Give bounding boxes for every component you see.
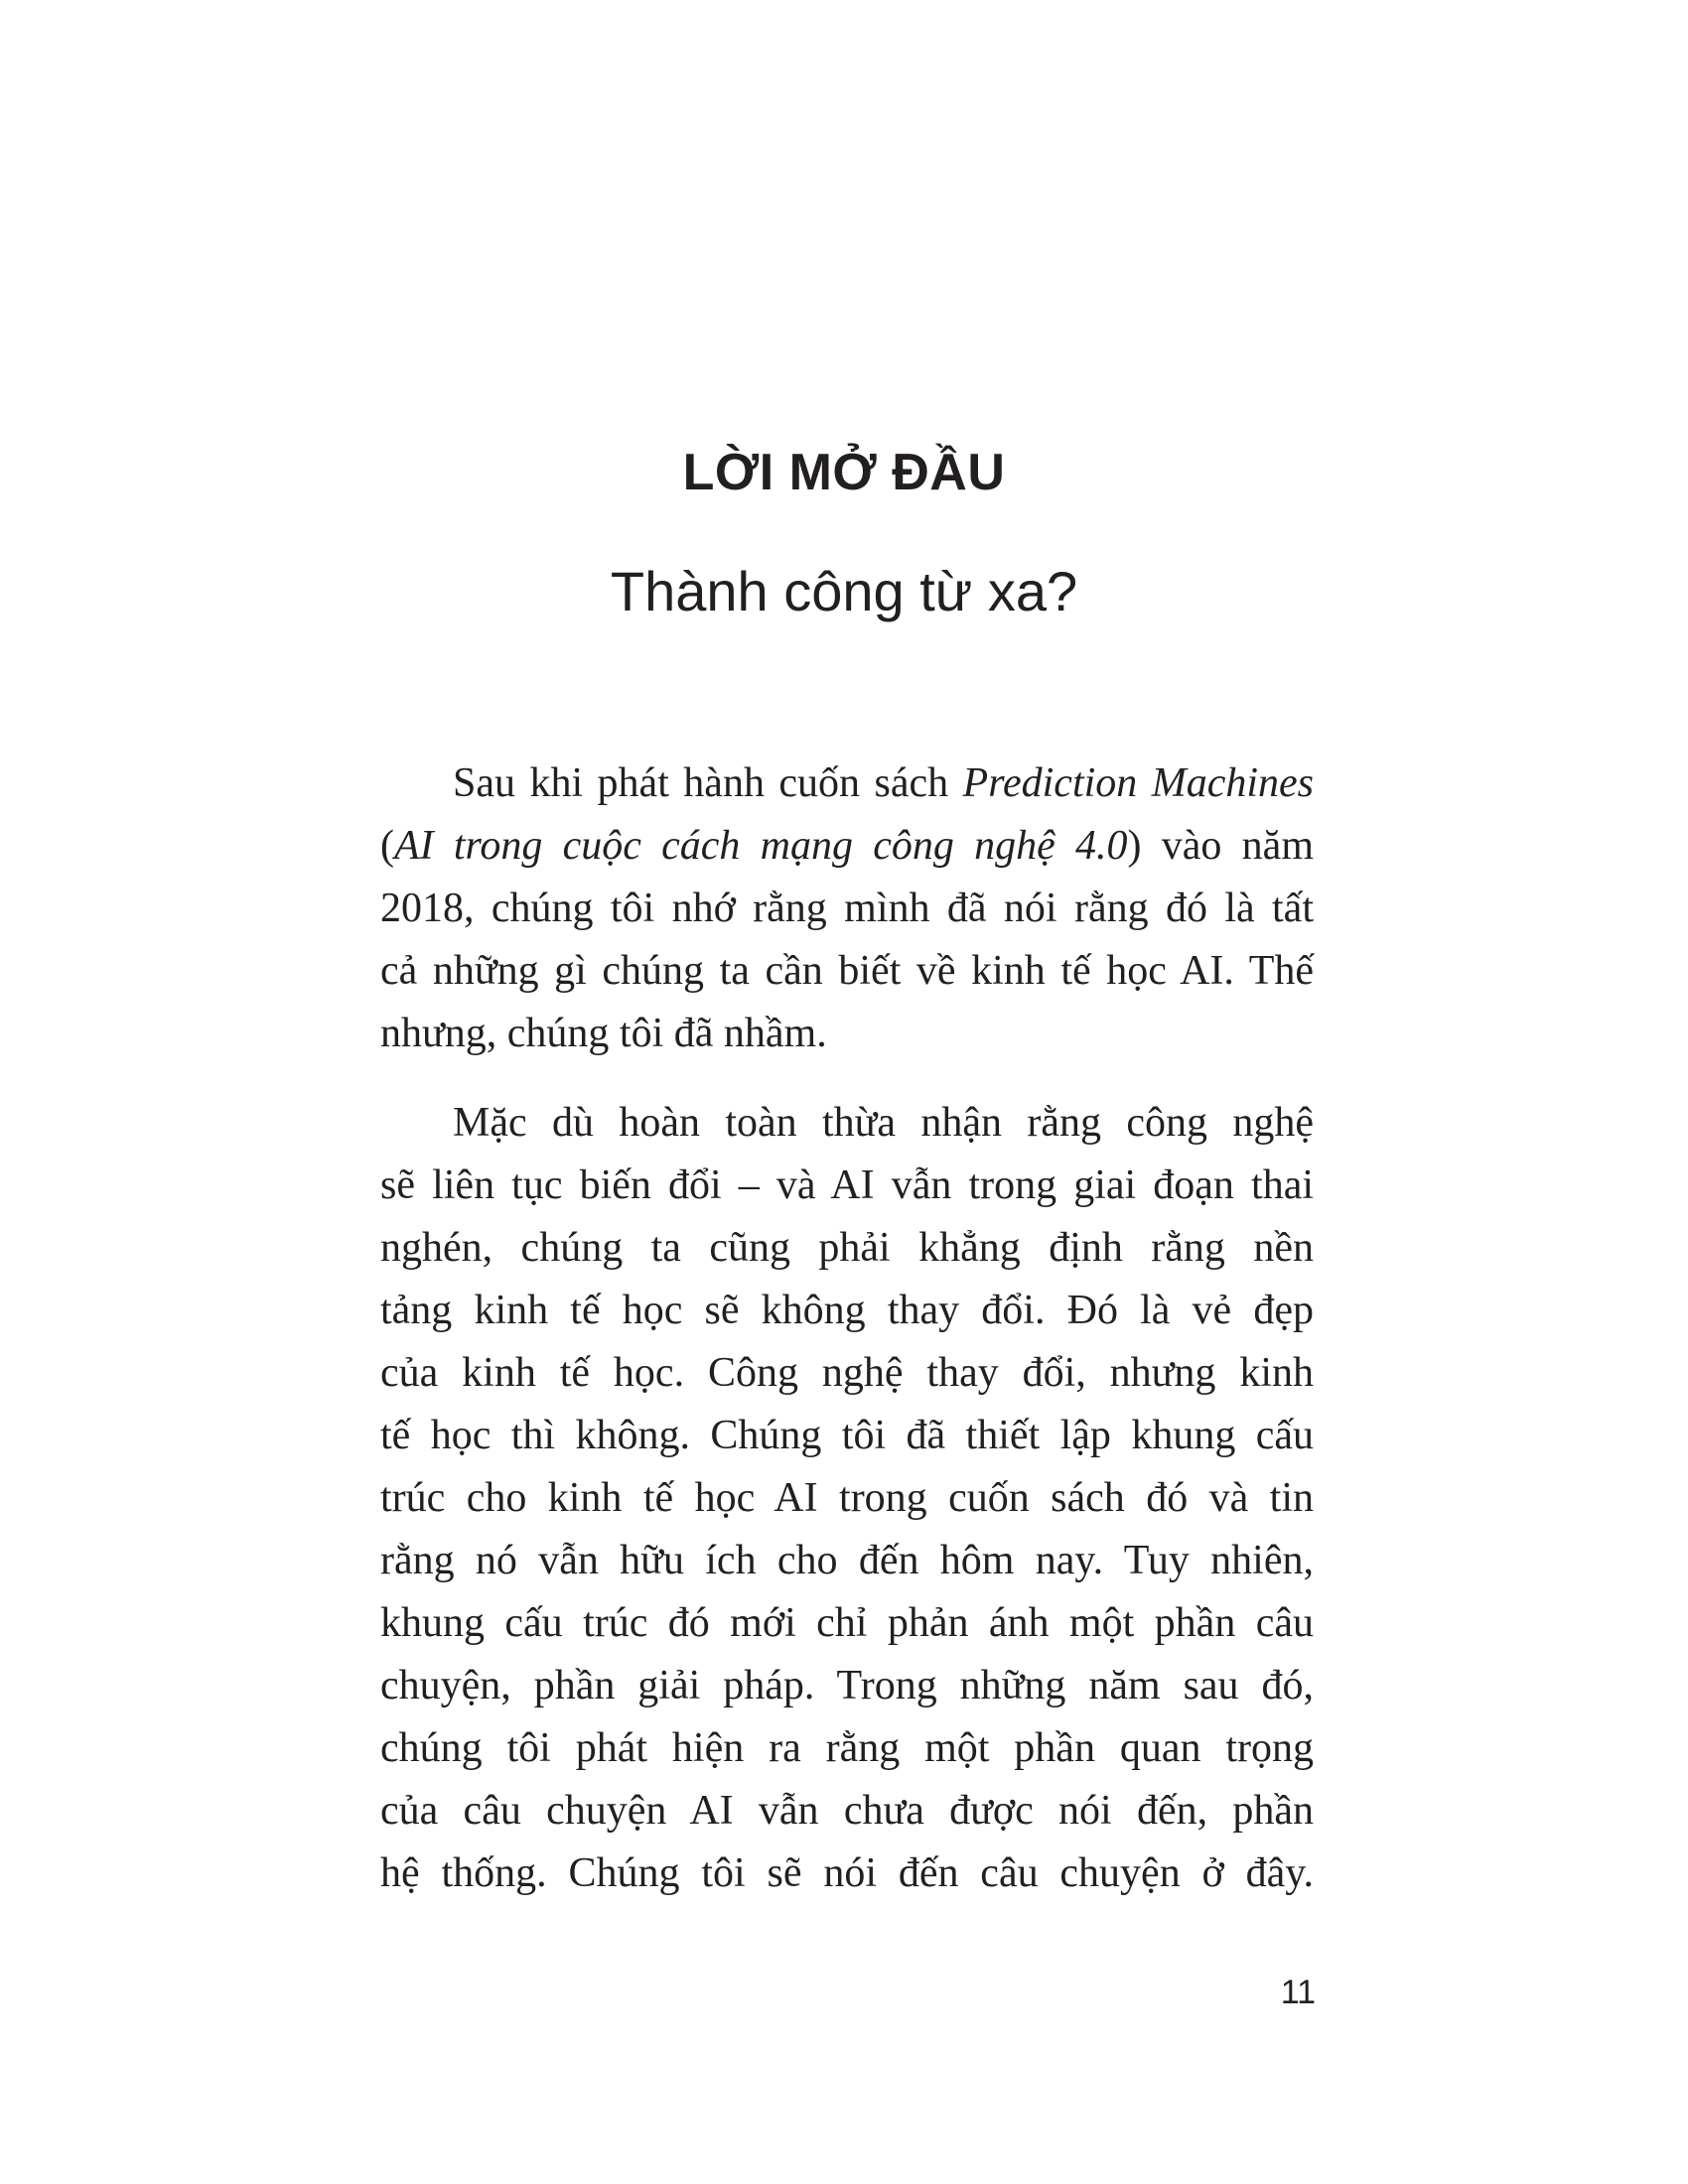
- text-line: hệ thống. Chúng tôi sẽ nói đến câu chuyện ở đây.: [380, 1850, 1314, 1896]
- text-line: nghén, chúng ta cũng phải khẳng định rằng nền: [380, 1225, 1314, 1271]
- text-run: ) vào năm: [1127, 823, 1314, 869]
- text-line: chuyện, phần giải pháp. Trong những năm sau đó,: [380, 1663, 1314, 1708]
- text-line: [380, 752, 1314, 815]
- text-line: 2018, chúng tôi nhớ rằng mình đã nói rằng đó là tất: [380, 886, 1314, 931]
- text-line: nhưng, chúng tôi đã nhầm.: [380, 1011, 827, 1056]
- text-line: tảng kinh tế học sẽ không thay đổi. Đó là vẻ đẹp: [380, 1288, 1314, 1333]
- text-line: trúc cho kinh tế học AI trong cuốn sách đó và tin: [380, 1475, 1314, 1521]
- paragraph-1: [380, 752, 1314, 1065]
- text-run: (: [380, 823, 394, 869]
- page-number: 11: [1280, 1974, 1316, 2011]
- text-run: Sau khi phát hành cuốn sách: [453, 760, 963, 806]
- text-line: cả những gì chúng ta cần biết về kinh tế học AI. Thế: [380, 948, 1314, 994]
- text-line: Mặc dù hoàn toàn thừa nhận rằng công nghệ: [453, 1100, 1314, 1146]
- text-line: tế học thì không. Chúng tôi đã thiết lập khung cấu: [380, 1413, 1314, 1458]
- chapter-title: Thành công từ xa?: [610, 560, 1078, 622]
- paragraph-2: [380, 1092, 1314, 1905]
- text-line: chúng tôi phát hiện ra rằng một phần quan trọng: [380, 1725, 1314, 1771]
- text-line: của câu chuyện AI vẫn chưa được nói đến, phần: [380, 1788, 1314, 1834]
- text-line: sẽ liên tục biến đổi – và AI vẫn trong giai đoạn thai: [380, 1162, 1314, 1208]
- book-subtitle-italic: AI trong cuộc cách mạng công nghệ 4.0: [394, 823, 1128, 869]
- text-line: [380, 815, 1314, 878]
- chapter-label: LỜI MỞ ĐẦU: [682, 444, 1006, 501]
- text-line: rằng nó vẫn hữu ích cho đến hôm nay. Tuy nhiên,: [380, 1538, 1314, 1583]
- text-line: của kinh tế học. Công nghệ thay đổi, nhưng kinh: [380, 1350, 1314, 1396]
- text-line: khung cấu trúc đó mới chỉ phản ánh một phần câu: [380, 1600, 1314, 1646]
- book-title-italic: Prediction Machines: [962, 760, 1315, 806]
- body-text: [380, 752, 1314, 1905]
